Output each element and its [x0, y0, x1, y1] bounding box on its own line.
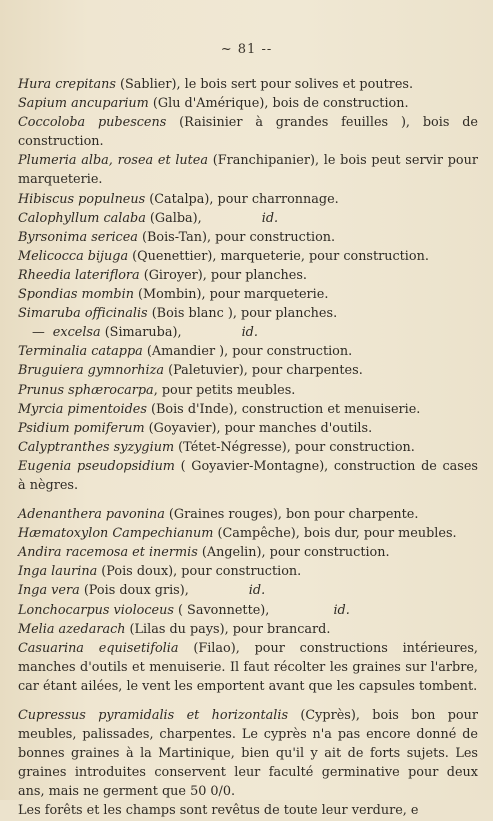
entry-text: (Campêche), bois dur, pour meubles. [213, 526, 457, 542]
entry-text: (Sablier), le bois sert pour solives et poutres. [115, 77, 414, 92]
species-name: Melia azedarach [18, 621, 126, 637]
entry-text: (Simaruba), [100, 325, 182, 341]
species-name: Hura crepitans [18, 77, 116, 92]
idem-mark: id. [241, 325, 258, 341]
entry-text: (Lilas du pays), pour brancard. [125, 621, 331, 637]
species-name: Andira racemosa et inermis [18, 545, 198, 561]
species-name: Lonchocarpus violoceus [18, 602, 174, 618]
entry [18, 601, 478, 620]
species-name: Inga laurina [18, 564, 98, 580]
entry [18, 438, 478, 457]
entry-text: (Goyavier), pour manches d'outils. [144, 420, 373, 436]
species-name: excelsa [52, 325, 101, 341]
entry-text: ( Savonnette), [173, 602, 274, 618]
species-name: Melicocca bijuga [18, 248, 129, 264]
entry-text: (Cyprès), bois bon pour meubles, palissades, charpentes. Le cyprès n'a pas encore donné de bonnes graines à la Martinique, bien qu'il y ait de forts sujets. Les graines introduites conservent leur faculté germinative pour deux ans, mais ne germent que 50 0/0. [18, 708, 478, 800]
species-name: Prunus sphærocarpa [18, 382, 154, 398]
species-name: Inga vera [18, 583, 80, 599]
entry-text: (Pois doux), pour construction. [97, 564, 302, 580]
entry-text: Les forêts et les champs sont revêtus de toute leur verdure, e [18, 803, 419, 819]
species-name: Rheedia lateriflora [18, 267, 140, 283]
entry-text: (Giroyer), pour planches. [139, 267, 307, 283]
species-name: Sapium ancuparium [18, 96, 149, 112]
entry [18, 381, 478, 400]
entry-text: (Bois d'Inde), construction et menuiserie. [146, 401, 421, 417]
entry [18, 151, 478, 189]
entry [18, 228, 478, 247]
species-name: Bruguiera gymnorhiza [18, 363, 165, 379]
idem-mark: id. [248, 583, 266, 599]
entry-text: (Catalpa), pour charronnage. [145, 191, 339, 207]
entry-text: (Mombin), pour marqueterie. [133, 287, 329, 303]
entry [18, 342, 478, 361]
entry-text: (Amandier ), pour construction. [142, 344, 353, 360]
entry [18, 562, 478, 581]
species-name: Coccoloba pubescens [18, 115, 167, 131]
entry [18, 801, 478, 820]
entry [18, 304, 478, 323]
species-name: Calyptranthes syzygium [18, 439, 175, 455]
idem-mark: id. [261, 210, 279, 226]
entry-text: (Bois-Tan), pour construction. [137, 229, 336, 245]
species-name: Casuarina equisetifolia [18, 640, 179, 656]
entry-text: ( Goyavier-Montagne), construction de cases à nègres. [18, 458, 478, 493]
species-name: Plumeria alba, rosea et lutea [18, 153, 209, 169]
entry-text: , pour petits meubles. [153, 382, 296, 398]
entry-text: (Filao), pour constructions intérieures, manches d'outils et menuiserie. Il faut récolter les graines sur l'arbre, car étant ailées, le vent les emportent avant que les capsules tombent. [18, 640, 478, 694]
species-name: Psidium pomiferum [18, 420, 145, 436]
species-name: Hæmatoxylon Campechianum [18, 526, 214, 542]
entry [18, 505, 478, 524]
entry [18, 524, 478, 543]
entry [18, 94, 478, 113]
entry-text: (Raisinier à grandes feuilles ), bois de construction. [18, 115, 478, 150]
species-name: Eugenia pseudopsidium [18, 458, 175, 474]
entry-text: (Graines rouges), bon pour charpente. [164, 507, 419, 523]
paragraph-gap [18, 696, 478, 706]
entry-text: (Pois doux gris), [79, 583, 189, 599]
entry-text: (Galba), [145, 210, 202, 226]
entry [18, 581, 478, 600]
entry [18, 323, 478, 342]
entry-text: (Quenettier), marqueterie, pour construction. [128, 248, 429, 264]
page-number: ~ 81 -- [220, 42, 273, 57]
idem-mark: id. [333, 602, 350, 618]
species-name: Spondias mombin [18, 287, 134, 303]
entry [18, 543, 478, 562]
species-name: Adenanthera pavonina [18, 507, 165, 523]
entry [18, 706, 478, 801]
entry [18, 247, 478, 266]
entry-text: (Glu d'Amérique), bois de construction. [148, 96, 409, 112]
species-name: Calophyllum calaba [18, 210, 146, 226]
ditto-dash: — [32, 325, 45, 341]
entry [18, 113, 478, 151]
entry [18, 400, 478, 419]
species-name: Terminalia catappa [18, 344, 143, 360]
entry [18, 457, 478, 495]
entry [18, 75, 478, 94]
entry [18, 209, 478, 228]
paragraph-gap [18, 495, 478, 505]
species-name: Hibiscus populneus [18, 191, 146, 207]
entry-list [18, 75, 478, 821]
entry-text: (Bois blanc ), pour planches. [147, 306, 338, 322]
entry [18, 285, 478, 304]
entry-text: (Angelin), pour construction. [197, 545, 390, 561]
entry [18, 419, 478, 438]
entry-text: (Franchipanier), le bois peut servir pour marqueterie. [18, 153, 478, 188]
entry [18, 190, 478, 209]
entry [18, 620, 478, 639]
entry [18, 266, 478, 285]
entry-text: (Paletuvier), pour charpentes. [164, 363, 363, 379]
entry [18, 639, 478, 696]
entry-text: (Tétet-Négresse), pour construction. [174, 439, 415, 455]
species-name: Myrcia pimentoides [18, 401, 147, 417]
entry [18, 361, 478, 380]
species-name: Cupressus pyramidalis et horizontalis [18, 708, 289, 723]
species-name: Byrsonima sericea [18, 229, 138, 245]
species-name: Simaruba officinalis [18, 306, 148, 322]
